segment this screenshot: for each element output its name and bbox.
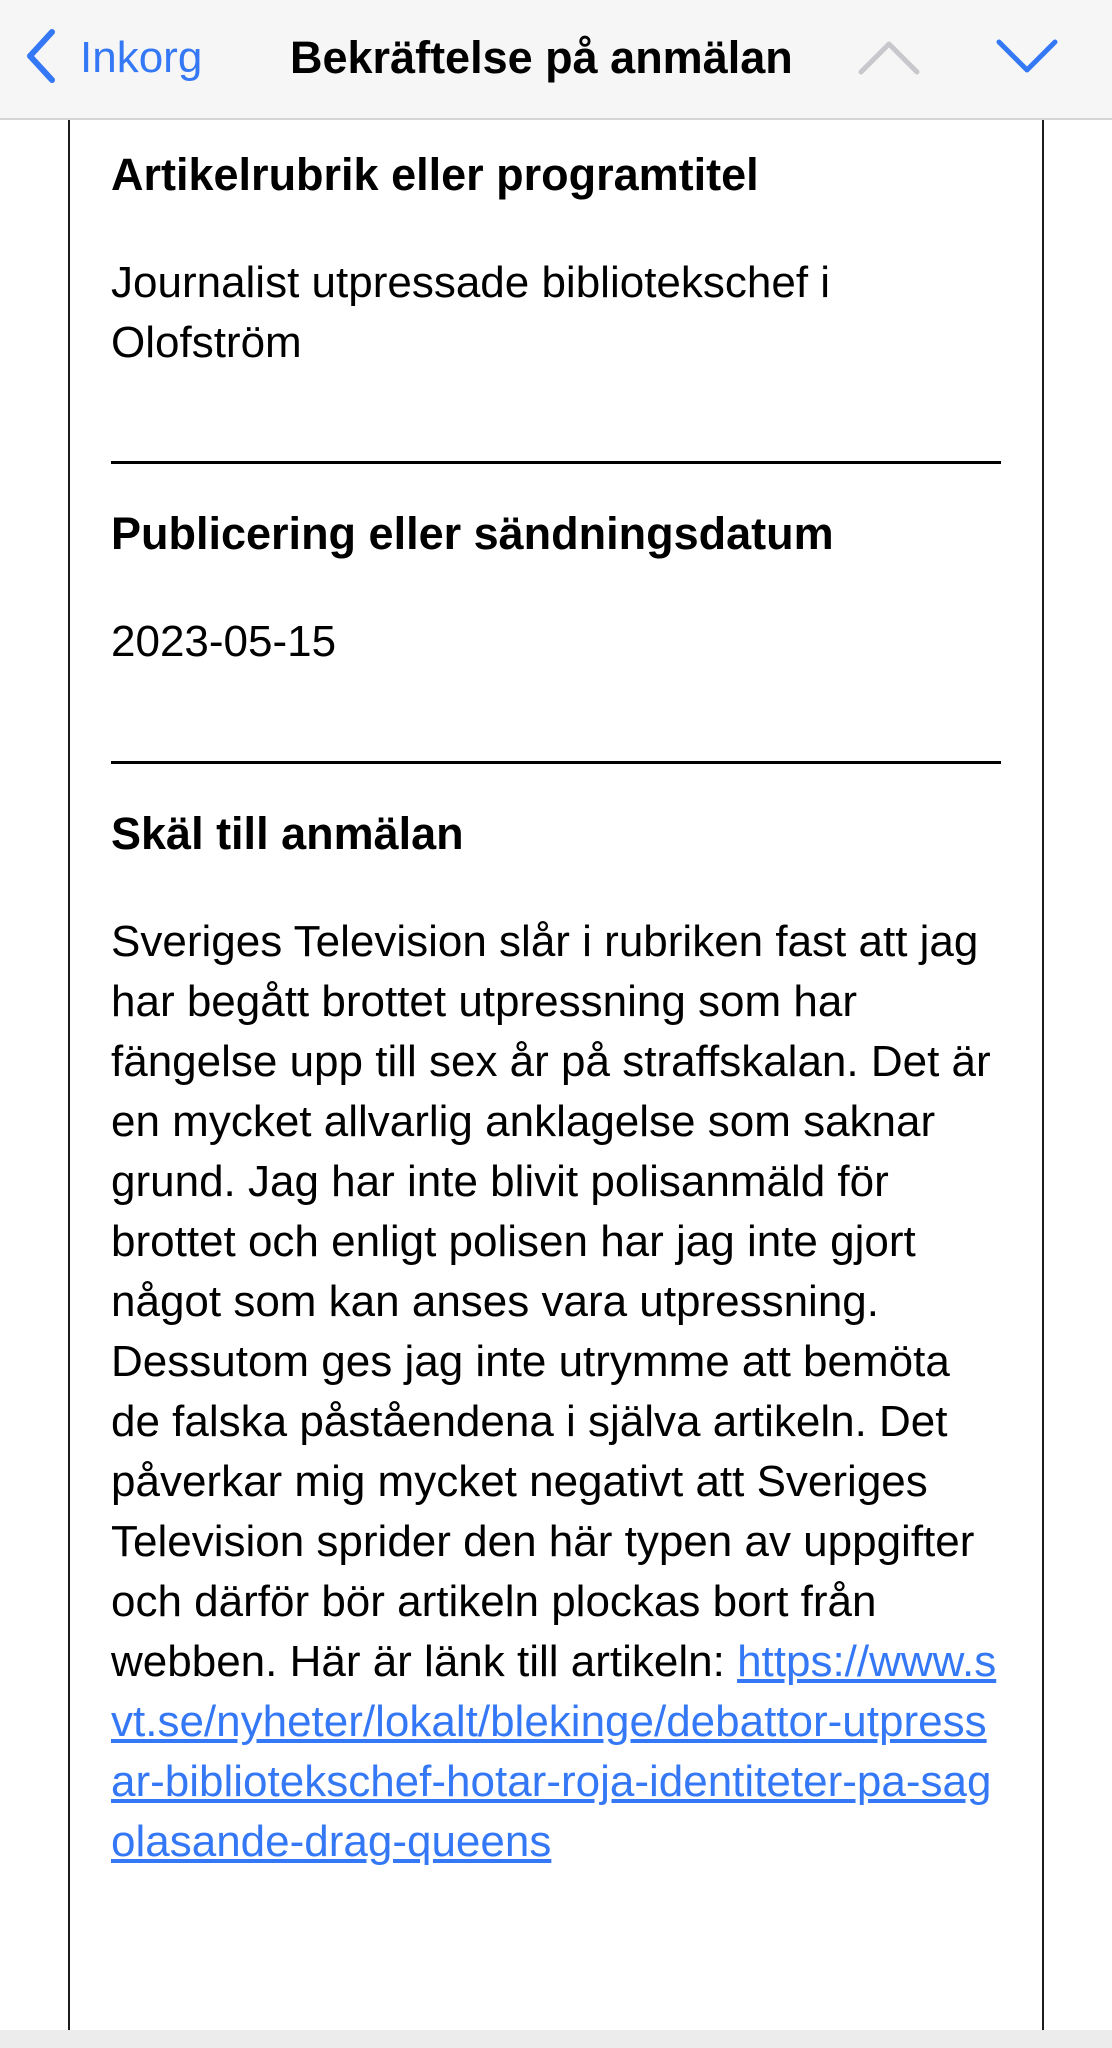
previous-message-button[interactable] (854, 30, 924, 86)
chevron-down-icon (995, 36, 1059, 81)
field-reason (111, 804, 1001, 1872)
field-publication-date (111, 504, 1001, 672)
field-label: Skäl till anmälan (111, 808, 464, 859)
message-title: Bekräftelse på anmälan (290, 32, 793, 83)
bottom-bar (0, 2030, 1112, 2048)
navigation-bar (0, 0, 1112, 120)
field-label: Artikelrubrik eller programtitel (111, 149, 759, 200)
back-label: Inkorg (80, 33, 203, 82)
section-divider (111, 761, 1001, 764)
field-article-title (111, 145, 1001, 373)
field-label: Publicering eller sändningsdatum (111, 508, 834, 559)
reason-text: Sveriges Television slår i rubriken fast att jag har begått brottet utpressning som har fängelse upp till sex år på straffskalan. Det är en mycket allvarlig anklagelse som saknar grund. Jag har inte blivit polisanmäld för brottet och enligt polisen har jag inte gjort något som kan anses vara utpressning. Dessutom ges jag inte utrymme att bemöta de falska påståendena i själva artikeln. Det påverkar mig mycket negativt att Sveriges Television sprider den här typen av uppgifter och därför bör artikeln plockas bort från webben. Här är länk till artikeln: (111, 917, 991, 1686)
chevron-up-icon (857, 36, 921, 81)
back-button[interactable] (24, 28, 202, 88)
section-divider (111, 461, 1001, 464)
article-link[interactable]: https://www.svt.se/nyheter/lokalt/blekinge/debattor-utpressar-bibliotekschef-hotar-roja-identiteter-pa-sagolasande-drag-queens (111, 1637, 997, 1866)
next-message-button[interactable] (992, 30, 1062, 86)
chevron-left-icon (24, 28, 56, 89)
field-value: 2023-05-15 (111, 617, 337, 666)
field-value (111, 912, 1001, 1872)
field-value: Journalist utpressade bibliotekschef i Olofström (111, 258, 831, 367)
